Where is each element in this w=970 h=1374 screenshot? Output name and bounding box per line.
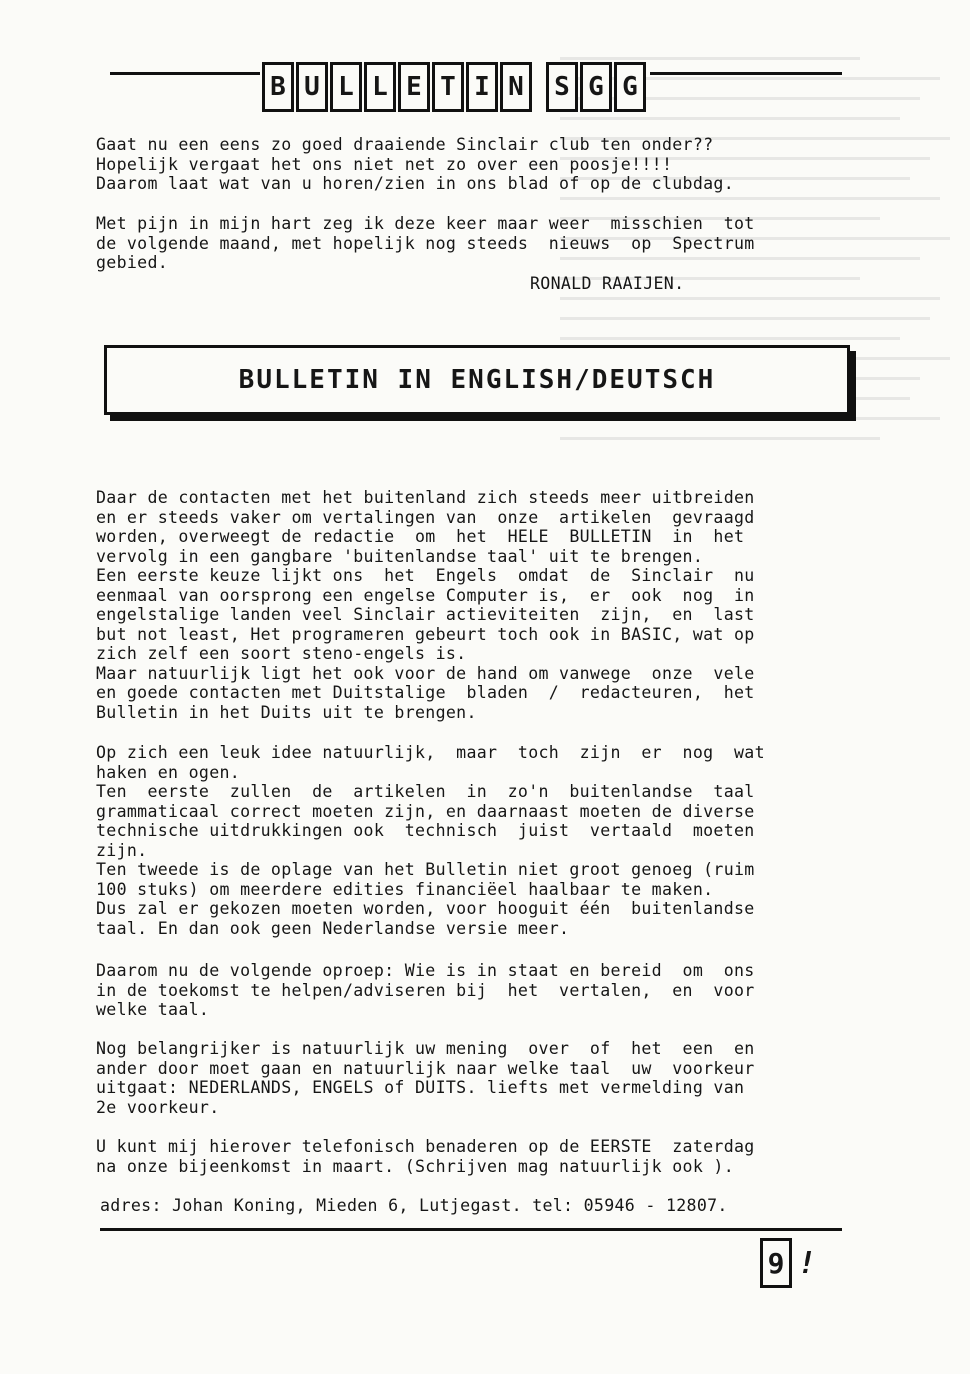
article-paragraph-2: Op zich een leuk idee natuurlijk, maar toch zijn er nog wat haken en ogen. Ten eerste zullen de artikelen in zo'n buitenlandse taal grammaticaal correct moeten zijn, en daarnaast moeten de diverse technische uitdrukkingen ook technisch juist vertaald moeten zijn. Ten tweede is de oplage van het Bulletin niet groot genoeg (ruim 100 stuks) om meerdere edities financiëel haalbaar te maken. Dus zal er gekozen moeten worden, voor hooguit één buitenlandse taal. En dan ook geen Nederlandse versie meer. xyxy=(96,743,765,938)
article-paragraph-5: U kunt mij hierover telefonisch benaderen op de EERSTE zaterdag na onze bijeenkomst in maart. (Schrijven mag natuurlijk ook ). xyxy=(96,1137,755,1176)
page-number xyxy=(760,1238,816,1288)
header-letter: G xyxy=(580,62,612,112)
header-rule-left xyxy=(110,72,260,75)
header-letter: B xyxy=(262,62,294,112)
header-letter: E xyxy=(398,62,430,112)
contact-address: adres: Johan Koning, Mieden 6, Lutjegast. tel: 05946 - 12807. xyxy=(100,1196,728,1215)
article-paragraph-4: Nog belangrijker is natuurlijk uw mening over of het een en ander door moet gaan en natuurlijk naar welke taal uw voorkeur uitgaat: NEDERLANDS, ENGELS of DUITS. liefts met vermelding van 2e voorkeur. xyxy=(96,1039,755,1117)
header-letter: I xyxy=(466,62,498,112)
footer-rule xyxy=(100,1228,842,1231)
page-mark: ! xyxy=(798,1245,817,1281)
header-letter: T xyxy=(432,62,464,112)
header-letter: L xyxy=(364,62,396,112)
intro-signature: RONALD RAAIJEN. xyxy=(530,274,685,293)
article-paragraph-1: Daar de contacten met het buitenland zich steeds meer uitbreiden en er steeds vaker om vertalingen van onze artikelen gevraagd worden, overweegt de redactie om het HELE BULLETIN in het vervolg in een gangbare 'buitenlandse taal' uit te brengen. Een eerste keuze lijkt ons het Engels omdat de Sinclair nu eenmaal van oorsprong een engelse Computer is, er ook nog in engelstalige landen veel Sinclair actieviteiten zijn, en last but not least, Het programeren gebeurt toch ook in BASIC, wat op zich zelf een soort steno-engels is. Maar natuurlijk ligt het ook voor de hand om vanwege onze vele en goede contacten met Duitstalige bladen / redacteuren, het Bulletin in het Duits uit te brengen. xyxy=(96,488,755,722)
intro-paragraph-2: Met pijn in mijn hart zeg ik deze keer maar weer misschien tot de volgende maand, met hopelijk nog steeds nieuws op Spectrum gebied. xyxy=(96,214,755,272)
page-number-box: 9 xyxy=(760,1238,792,1288)
header-rule-right xyxy=(650,72,842,75)
article-paragraph-3: Daarom nu de volgende oproep: Wie is in staat en bereid om ons in de toekomst te helpen/adviseren bij het vertalen, en voor welke taal. xyxy=(96,961,755,1019)
header-title xyxy=(262,62,646,112)
header-letter: G xyxy=(614,62,646,112)
intro-paragraph-1: Gaat nu een eens zo goed draaiende Sinclair club ten onder?? Hopelijk vergaat het ons niet net zo over een poosje!!!! Daarom laat wat van u horen/zien in ons blad of op de clubdag. xyxy=(96,135,734,193)
banner-title: BULLETIN IN ENGLISH/DEUTSCH xyxy=(238,365,716,395)
header-letter: L xyxy=(330,62,362,112)
section-banner xyxy=(104,345,850,415)
header-letter: N xyxy=(500,62,532,112)
header-letter: S xyxy=(546,62,578,112)
header-letter: U xyxy=(296,62,328,112)
